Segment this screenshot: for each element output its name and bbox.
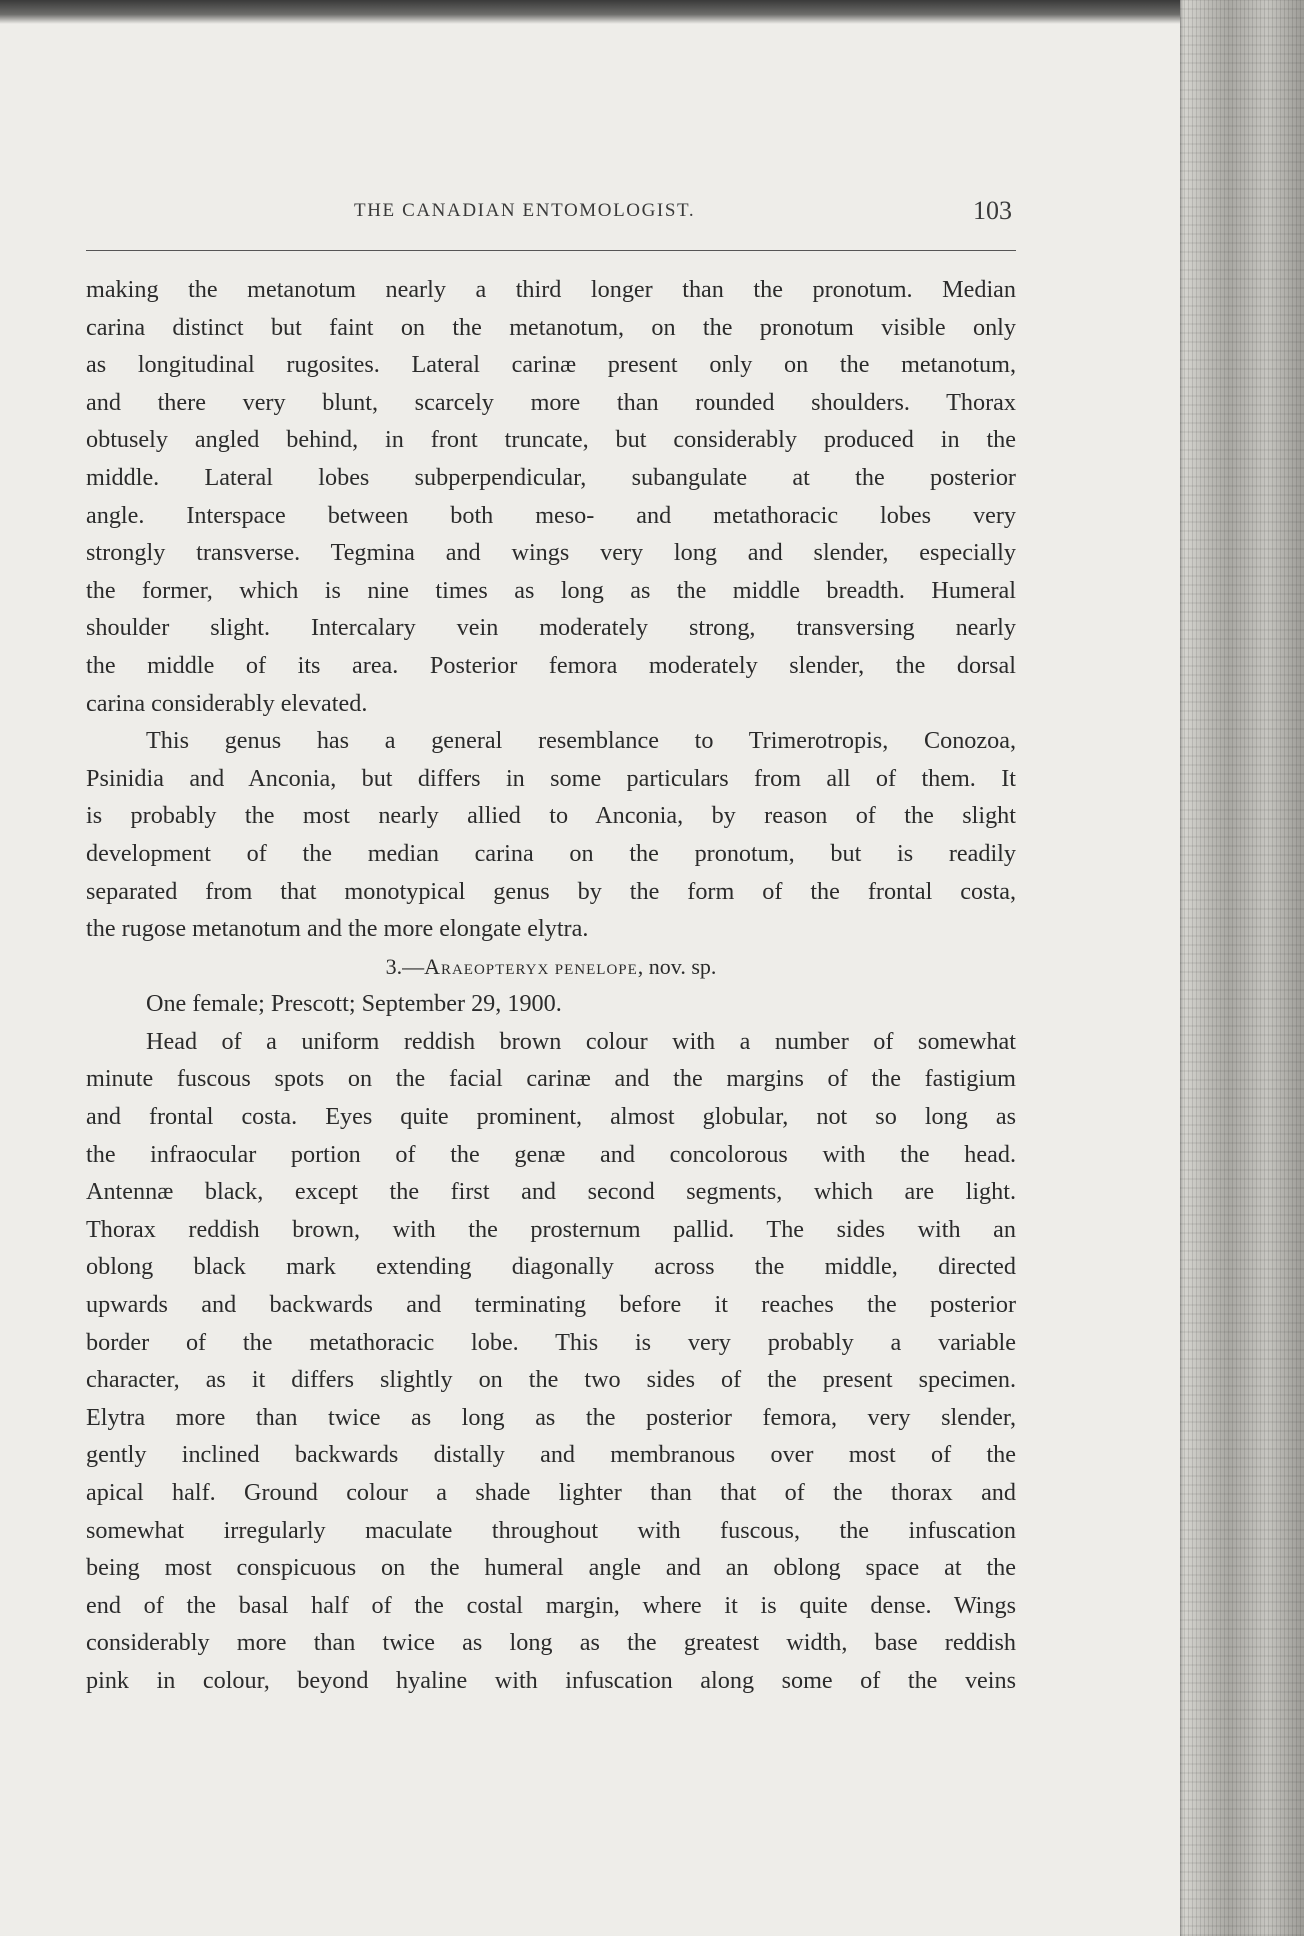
text-line: oblong black mark extending diagonally across the middle, directed: [86, 1253, 1016, 1281]
running-head: [86, 196, 1016, 232]
text-line: This genus has a general resemblance to Trimerotropis, Conozoa,: [146, 727, 1016, 755]
text-line: the rugose metanotum and the more elongate elytra.: [86, 915, 589, 943]
text-line: being most conspicuous on the humeral angle and an oblong space at the: [86, 1554, 1016, 1582]
text-line: Head of a uniform reddish brown colour with a number of somewhat: [146, 1027, 1016, 1055]
text-line: gently inclined backwards distally and membranous over most of the: [86, 1441, 1016, 1469]
page-body: [86, 271, 1016, 1700]
text-line: as longitudinal rugosites. Lateral carinæ present only on the metanotum,: [86, 351, 1016, 379]
text-line: Elytra more than twice as long as the posterior femora, very slender,: [86, 1403, 1016, 1431]
text-line: character, as it differs slightly on the two sides of the present specimen.: [86, 1366, 1016, 1394]
text-line: development of the median carina on the pronotum, but is readily: [86, 839, 1016, 867]
text-line: angle. Interspace between both meso- and metathoracic lobes very: [86, 501, 1016, 529]
text-line: Psinidia and Anconia, but differs in some particulars from all of them. It: [86, 764, 1016, 792]
text-line: carina considerably elevated.: [86, 689, 368, 717]
scan-top-shadow: [0, 0, 1304, 24]
text-line: and there very blunt, scarcely more than rounded shoulders. Thorax: [86, 388, 1016, 416]
species-number: 3.—: [385, 953, 425, 979]
text-line: Antennæ black, except the first and second segments, which are light.: [86, 1178, 1016, 1206]
text-line: Thorax reddish brown, with the prosternum pallid. The sides with an: [86, 1215, 1016, 1243]
species-heading: [86, 948, 1016, 986]
text-line: and frontal costa. Eyes quite prominent, almost globular, not so long as: [86, 1103, 1016, 1131]
text-line: apical half. Ground colour a shade lighter than that of the thorax and: [86, 1479, 1016, 1506]
text-line: the former, which is nine times as long as the middle breadth. Humeral: [86, 576, 1016, 604]
species-suffix: , nov. sp.: [637, 953, 717, 979]
text-line: obtusely angled behind, in front truncate, but considerably produced in the: [86, 426, 1016, 454]
text-line: separated from that monotypical genus by the form of the frontal costa,: [86, 877, 1016, 905]
text-line: strongly transverse. Tegmina and wings very long and slender, especially: [86, 539, 1016, 567]
text-line: minute fuscous spots on the facial carinæ and the margins of the fastigium: [86, 1065, 1016, 1093]
text-line: making the metanotum nearly a third longer than the pronotum. Median: [86, 276, 1016, 303]
page-number: 103: [973, 196, 1012, 225]
text-line: upwards and backwards and terminating before it reaches the posterior: [86, 1291, 1016, 1319]
book-page-edges: [1180, 0, 1304, 1936]
paragraph-1: [86, 271, 1016, 722]
text-line: the infraocular portion of the genæ and concolorous with the head.: [86, 1140, 1016, 1168]
text-line: somewhat irregularly maculate throughout with fuscous, the infuscation: [86, 1516, 1016, 1544]
text-line: shoulder slight. Intercalary vein moderately strong, transversing nearly: [86, 614, 1016, 642]
genus-name: Araeopteryx: [424, 953, 550, 979]
journal-title: THE CANADIAN ENTOMOLOGIST.: [354, 200, 696, 221]
record-line: One female; Prescott; September 29, 1900.: [146, 990, 562, 1018]
text-line: middle. Lateral lobes subperpendicular, subangulate at the posterior: [86, 463, 1016, 491]
text-line: is probably the most nearly allied to Anconia, by reason of the slight: [86, 802, 1016, 830]
text-line: carina distinct but faint on the metanotum, on the pronotum visible only: [86, 313, 1016, 341]
paragraph-3: [86, 1023, 1016, 1700]
text-line: border of the metathoracic lobe. This is very probably a variable: [86, 1328, 1016, 1356]
species-name: penelope: [554, 953, 638, 979]
header-rule: [86, 250, 1016, 251]
text-line: the middle of its area. Posterior femora moderately slender, the dorsal: [86, 651, 1016, 679]
text-line: end of the basal half of the costal margin, where it is quite dense. Wings: [86, 1591, 1016, 1619]
text-line: pink in colour, beyond hyaline with infuscation along some of the veins: [86, 1666, 1016, 1694]
paragraph-2: [86, 722, 1016, 948]
text-line: considerably more than twice as long as the greatest width, base reddish: [86, 1629, 1016, 1657]
